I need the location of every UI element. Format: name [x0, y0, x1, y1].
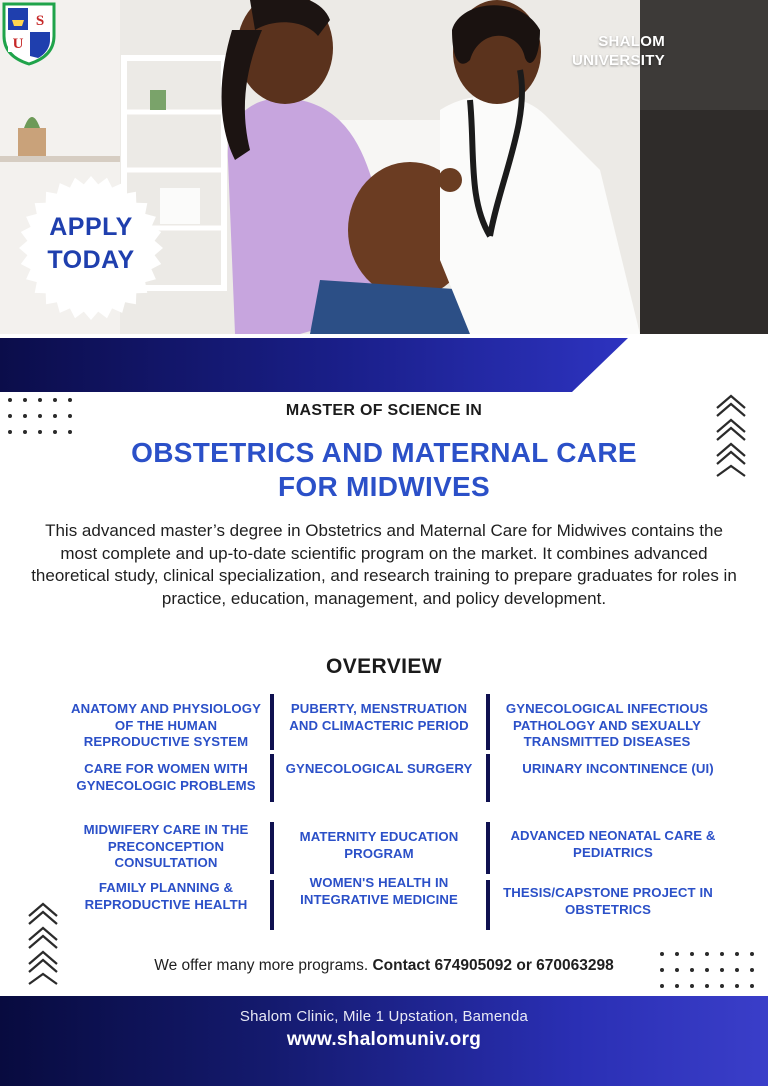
- overview-item-infectious: GYNECOLOGICAL INFECTIOUS PATHOLOGY AND SEXUALLY TRANSMITTED DISEASES: [505, 701, 709, 749]
- overview-item-surgery: GYNECOLOGICAL SURGERY: [285, 761, 473, 776]
- contact-phone-numbers[interactable]: Contact 674905092 or 670063298: [372, 957, 614, 974]
- decor-dot: [720, 984, 724, 988]
- decor-dot: [705, 984, 709, 988]
- column-divider: [486, 880, 490, 930]
- contact-prefix: We offer many more programs.: [154, 957, 369, 974]
- overview-item-puberty: PUBERTY, MENSTRUATION AND CLIMACTERIC PERIOD: [289, 701, 469, 733]
- column-divider: [270, 754, 274, 802]
- overview-item-care-women: CARE FOR WOMEN WITH GYNECOLOGIC PROBLEMS: [76, 761, 256, 793]
- contact-line: [0, 957, 768, 975]
- crest-letter-u: U: [12, 36, 24, 52]
- program-description: This advanced master’s degree in Obstetrics and Maternal Care for Midwives contains the most complete and up-to-date scientific program on the market. It combines advanced theoretical study, clinical specialization, and research training to prepare graduates for roles in practice, education, management, and policy development.: [31, 521, 737, 608]
- overview-item-maternity-education: MATERNITY EDUCATION PROGRAM: [299, 829, 459, 861]
- university-name-line1: SHALOM: [598, 33, 666, 50]
- column-divider: [270, 694, 274, 750]
- overview-item-womens-health: WOMEN'S HEALTH IN INTEGRATIVE MEDICINE: [300, 875, 458, 907]
- footer-website-link[interactable]: www.shalomuniv.org: [286, 1029, 482, 1050]
- column-divider: [486, 694, 490, 750]
- decor-dot: [68, 430, 72, 434]
- decor-dot: [660, 984, 664, 988]
- column-divider: [486, 754, 490, 802]
- decor-dot: [23, 430, 27, 434]
- apply-today-badge[interactable]: [18, 211, 164, 277]
- footer-address: Shalom Clinic, Mile 1 Upstation, Bamenda: [239, 1008, 529, 1025]
- crest-letter-s: S: [35, 13, 45, 29]
- decor-dot: [675, 952, 679, 956]
- program-title-line1: OBSTETRICS AND MATERNAL CARE: [131, 437, 637, 468]
- apply-badge-line1: APPLY: [49, 213, 133, 241]
- decor-dot: [705, 952, 709, 956]
- column-divider: [270, 880, 274, 930]
- overview-item-thesis: THESIS/CAPSTONE PROJECT IN OBSTETRICS: [503, 885, 713, 917]
- program-title: [0, 436, 768, 504]
- overview-item-neonatal: ADVANCED NEONATAL CARE & PEDIATRICS: [510, 828, 716, 860]
- university-crest-icon: [0, 0, 58, 66]
- decor-dot: [690, 984, 694, 988]
- decor-dot: [8, 430, 12, 434]
- program-title-line2: FOR MIDWIVES: [277, 471, 491, 502]
- blue-banner-stripe: [0, 338, 768, 392]
- university-name: [572, 32, 665, 70]
- overview-item-anatomy: ANATOMY AND PHYSIOLOGY OF THE HUMAN REPRODUCTIVE SYSTEM: [70, 701, 262, 749]
- overview-item-family-planning: FAMILY PLANNING & REPRODUCTIVE HEALTH: [84, 880, 248, 912]
- decor-dot: [38, 430, 42, 434]
- column-divider: [270, 822, 274, 874]
- decor-dot: [735, 984, 739, 988]
- decor-dot: [660, 952, 664, 956]
- decor-dot: [750, 984, 754, 988]
- apply-badge-line2: TODAY: [47, 246, 135, 274]
- column-divider: [486, 822, 490, 874]
- decor-dot: [750, 952, 754, 956]
- overview-item-incontinence: URINARY INCONTINENCE (UI): [522, 761, 714, 776]
- decor-dot: [53, 430, 57, 434]
- program-subtitle: MASTER OF SCIENCE IN: [285, 402, 483, 419]
- decor-dot: [690, 952, 694, 956]
- decor-dot: [720, 952, 724, 956]
- university-name-line2: UNIVERSITY: [572, 52, 666, 69]
- overview-item-preconception: MIDWIFERY CARE IN THE PRECONCEPTION CONSULTATION: [83, 822, 249, 870]
- decor-dot: [675, 984, 679, 988]
- overview-heading: OVERVIEW: [325, 655, 442, 678]
- decor-dot: [735, 952, 739, 956]
